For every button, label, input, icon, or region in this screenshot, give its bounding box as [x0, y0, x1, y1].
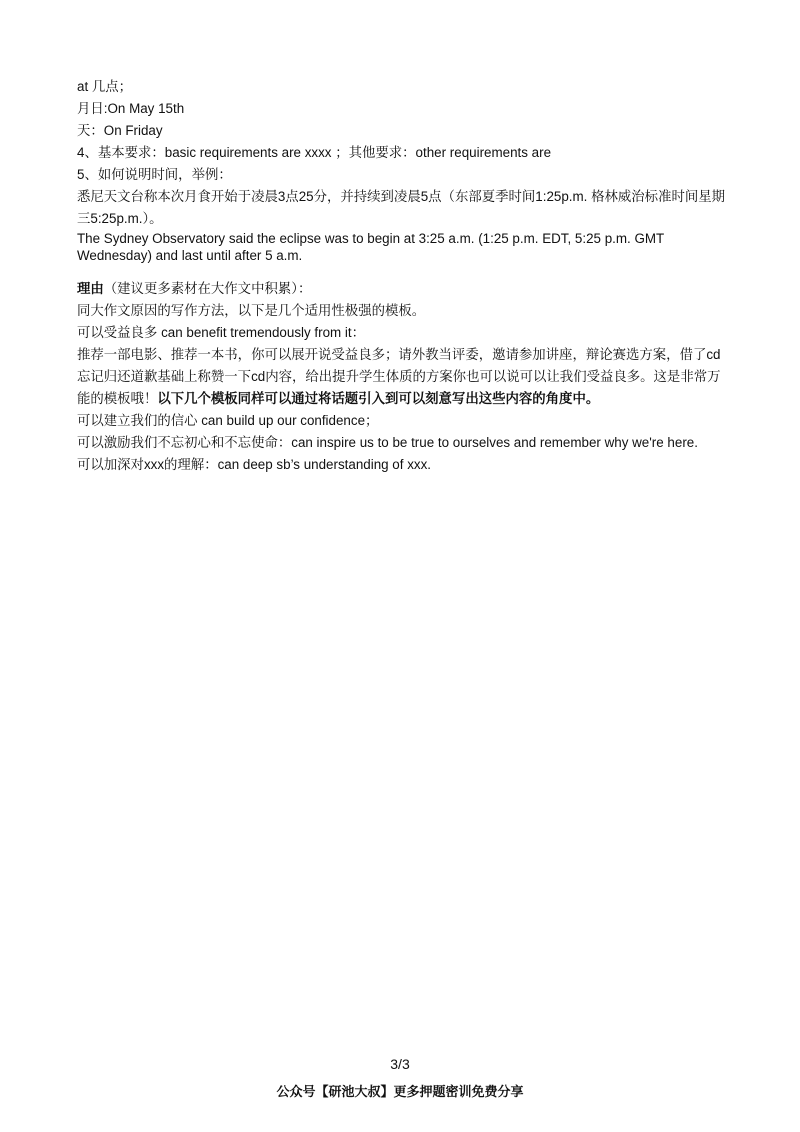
time-hour-line: at 几点；	[77, 79, 133, 94]
explain-time-heading: 5、如何说明时间，举例：	[77, 167, 232, 182]
requirements-line: 4、基本要求：basic requirements are xxxx ；其他要求：other requirements are	[77, 145, 552, 160]
reason-heading-bold: 理由	[77, 281, 104, 296]
document-body	[77, 76, 727, 476]
section-spacer	[77, 264, 727, 278]
page-number: 3/3	[390, 1056, 410, 1072]
reason-intro: 同大作文原因的写作方法，以下是几个适用性极强的模板。	[77, 303, 426, 318]
date-line: 月日:On May 15th	[77, 101, 185, 116]
inspire-paragraph: 可以激励我们不忘初心和不忘使命：can inspire us to be true to ourselves and remember why we're here.	[77, 435, 698, 450]
day-line: 天：On Friday	[77, 123, 163, 138]
eclipse-english-paragraph: The Sydney Observatory said the eclipse was to begin at 3:25 a.m. (1:25 p.m. EDT, 5:25 p.m. GMT Wednesday) and last until after 5 a.m.	[77, 231, 664, 263]
deepen-line: 可以加深对xxx的理解：can deep sb’s understanding of xxx.	[77, 457, 432, 472]
reason-heading-note: （建议更多素材在大作文中积累）：	[103, 281, 312, 296]
footer-note: 公众号【研池大叔】更多押题密训免费分享	[276, 1084, 524, 1099]
recommend-paragraph	[77, 344, 727, 410]
reason-heading	[77, 278, 727, 300]
benefit-line: 可以受益良多 can benefit tremendously from it：	[77, 325, 365, 340]
recommend-bold-text: 以下几个模板同样可以通过将话题引入到可以刻意写出这些内容的角度中。	[157, 391, 600, 406]
recommend-text: 推荐一部电影、推荐一本书，你可以展开说受益良多；请外教当评委，邀请参加讲座，辩论赛选方案，借了cd忘记归还道歉基础上称赞一下cd内容，给出提升学生体质的方案你也可以说可以让我们受益良多。这是非常万能的模板哦！	[77, 347, 721, 406]
eclipse-chinese-paragraph: 悉尼天文台称本次月食开始于凌晨3点25分，并持续到凌晨5点（东部夏季时间1:25p.m. 格林威治标准时间星期三5:25p.m.）。	[77, 189, 726, 226]
confidence-line: 可以建立我们的信心 can build up our confidence；	[77, 413, 379, 428]
